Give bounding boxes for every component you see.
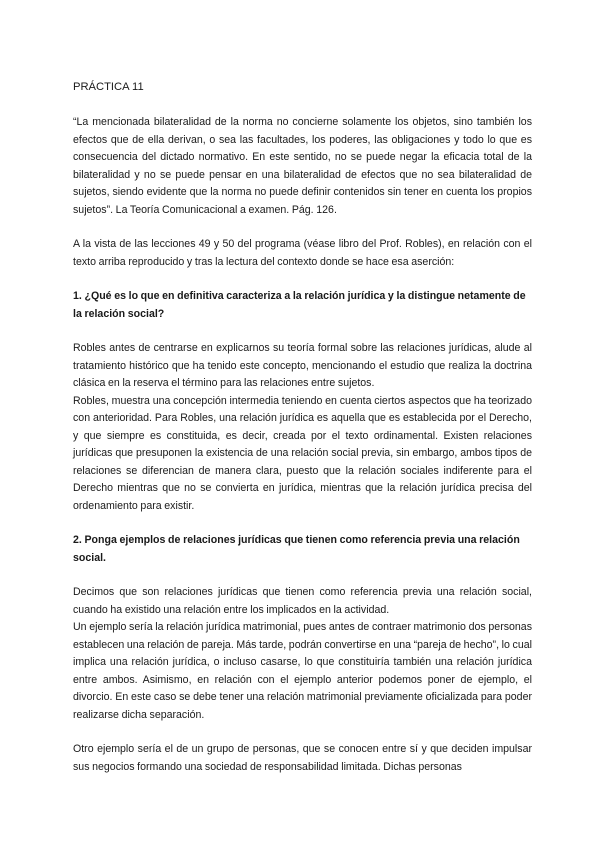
answer-2-paragraph: Un ejemplo sería la relación jurídica matrimonial, pues antes de contraer matrimonio dos personas establecen una relación de pareja. Más tarde, podrán convertirse en una “pareja de hecho”, lo cual implica una relación jurídica, o incluso casarse, lo que constituiría también una relación jurídica entre ambos. Asimismo, en relación con el ejemplo anterior podemos poner de ejemplo, el divorcio. En este caso se debe tener una relación matrimonial previamente oficializada para poder realizarse dicha separación. <box>73 621 532 721</box>
page-title: PRÁCTICA 11 <box>73 81 144 93</box>
answer-1 <box>73 340 532 515</box>
intro-paragraph: A la vista de las lecciones 49 y 50 del programa (véase libro del Prof. Robles), en relación con el texto arriba reproducido y tras la lectura del contexto donde se hace esa aserción: <box>73 238 532 268</box>
quote-paragraph: “La mencionada bilateralidad de la norma no concierne solamente los objetos, sino también los efectos que de ella derivan, o sea las facultades, los poderes, las obligaciones y todo lo que es consecuencia del dictado normativo. En este sentido, no se puede negar la eficacia total de la bilateralidad y no se puede pensar en una bilateralidad de efectos que no sea bilateralidad de sujetos, siendo evidente que la norma no puede definir contenidos sin tener en cuenta los propios sujetos”. La Teoría Comunicacional a examen. Pág. 126. <box>73 116 532 216</box>
answer-1-paragraph: Robles antes de centrarse en explicarnos su teoría formal sobre las relaciones jurídicas, alude al tratamiento histórico que ha tenido este concepto, mencionando el estudio que realiza la doctrina clásica en la reserva el término para las relaciones entre sujetos. <box>73 342 532 389</box>
answer-1-paragraph: Robles, muestra una concepción intermedia teniendo en cuenta ciertos aspectos que ha teorizado con anterioridad. Para Robles, una relación jurídica es aquella que es establecida por el Derecho, y que siempre es constituida, es decir, creada por el texto ordinamental. Existen relaciones jurídicas que presuponen la existencia de una relación social previa, sin embargo, ambos tipos de relaciones se diferencian de manera clara, puesto que la relación sociales indiferente para el Derecho mientras que no se convierta en jurídica, mientras que la relación jurídica precisa del ordenamiento para existir. <box>73 394 532 512</box>
question-1: 1. ¿Qué es lo que en definitiva caracteriza a la relación jurídica y la distingue netamente de la relación social? <box>73 290 526 320</box>
answer-2-paragraph: Decimos que son relaciones jurídicas que tienen como referencia previa una relación social, cuando ha existido una relación entre los implicados en la actividad. <box>73 586 532 616</box>
answer-2 <box>73 584 532 724</box>
question-2: 2. Ponga ejemplos de relaciones jurídicas que tienen como referencia previa una relación social. <box>73 534 520 564</box>
answer-2-continuation: Otro ejemplo sería el de un grupo de personas, que se conocen entre sí y que deciden impulsar sus negocios formando una sociedad de responsabilidad limitada. Dichas personas <box>73 743 532 773</box>
